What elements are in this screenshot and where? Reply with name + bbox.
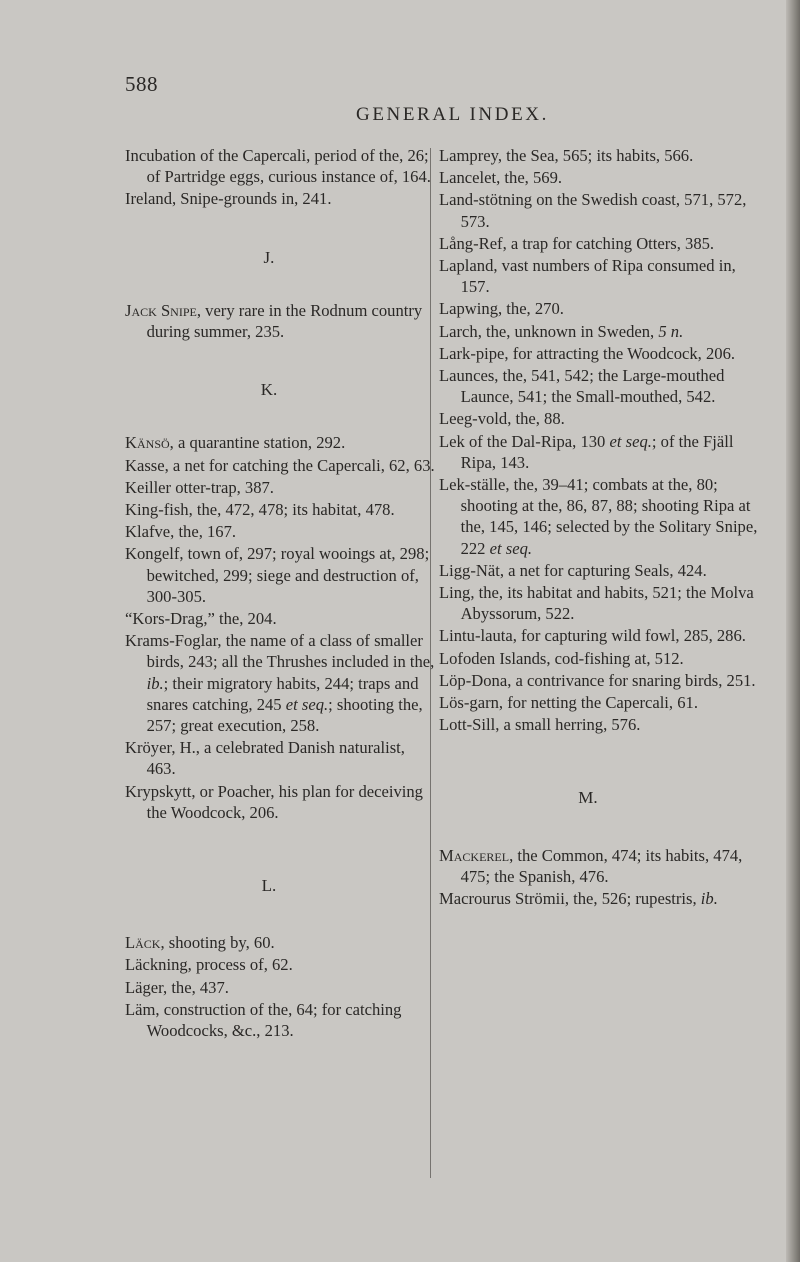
entry-text: very rare in the Rodnum country during summer, 235.	[146, 300, 423, 342]
index-entry: Lofoden Islands, cod-fishing at, 512.	[439, 648, 684, 668]
entry-ibid: ib.	[700, 889, 718, 909]
index-entry: Ling, the, its habitat and habits, 521; the Molva Abyssorum, 522.	[439, 583, 754, 624]
index-entry: Lapwing, the, 270.	[439, 299, 564, 319]
page-number: 588	[125, 72, 158, 96]
entry-headword: Läck,	[125, 933, 165, 953]
entry-text: the Common, 474; its habits, 474, 475; the Spanish, 476.	[460, 845, 743, 886]
entry-headword: Jack Snipe,	[125, 300, 201, 320]
index-entry: Lamprey, the Sea, 565; its habits, 566.	[439, 146, 694, 165]
entry-note: 5 n.	[658, 321, 684, 341]
section-letter-k: K.	[260, 380, 278, 400]
entry-et-seq: et seq.	[489, 538, 533, 558]
index-entry: Kröyer, H., a celebrated Danish naturalist, 463.	[125, 738, 405, 779]
index-entry: Keiller otter-trap, 387.	[125, 477, 274, 497]
index-entry: Klafve, the, 167.	[125, 522, 237, 542]
index-entry: Ligg-Nät, a net for capturing Seals, 424.	[439, 560, 707, 580]
entry-text: shooting by, 60.	[164, 933, 275, 953]
index-entry	[439, 845, 759, 887]
index-entry: Läckning, process of, 62.	[125, 955, 293, 975]
index-entry: Lös-garn, for netting the Capercali, 61.	[439, 693, 698, 713]
index-entry: Kasse, a net for catching the Capercali, 62, 63.	[125, 455, 435, 475]
page-edge-shadow	[786, 0, 800, 1262]
entry-headword: Känsö,	[125, 433, 174, 453]
entry-et-seq: et seq.	[285, 694, 329, 714]
entry-text: Macrourus Strömii, the, 526; rupestris,	[439, 889, 701, 909]
entry-text: Lek of the Dal-Ripa, 130	[439, 431, 610, 451]
left-column	[125, 145, 435, 1042]
section-letter-m: M.	[578, 788, 598, 808]
index-entry	[439, 888, 759, 909]
entry-text: ; of the Fjäll Ripa, 143.	[460, 431, 734, 472]
index-entry: Ireland, Snipe-grounds in, 241.	[125, 189, 332, 209]
index-entry: Lapland, vast numbers of Ripa consumed in, 157.	[439, 256, 736, 297]
index-entry: Läm, construction of the, 64; for catching Woodcocks, &c., 213.	[125, 999, 402, 1041]
index-entry: Kongelf, town of, 297; royal wooings at, 298; bewitched, 299; siege and destruction of, 300-305.	[125, 544, 430, 606]
index-entry: Incubation of the Capercali, period of the, 26; of Partridge eggs, curious instance of, 164.	[125, 146, 431, 187]
right-column	[439, 145, 759, 910]
index-entry: Lång-Ref, a trap for catching Otters, 385.	[439, 233, 715, 253]
running-head: GENERAL INDEX.	[356, 104, 549, 125]
entry-text: Krams-Foglar, the name of a class of smaller birds, 243; all the Thrushes included in the,	[125, 631, 435, 672]
index-entry	[125, 630, 435, 736]
index-entry: Krypskytt, or Poacher, his plan for deceiving the Woodcock, 206.	[125, 781, 423, 822]
entry-et-seq: et seq.	[609, 431, 652, 451]
index-entry: Leeg-vold, the, 88.	[439, 409, 565, 429]
entry-text: Larch, the, unknown in Sweden,	[439, 321, 659, 341]
index-entry: Löp-Dona, a contrivance for snaring birds, 251.	[439, 670, 756, 690]
index-entry	[439, 474, 759, 559]
index-entry: Land-stötning on the Swedish coast, 571, 572, 573.	[439, 190, 747, 231]
entry-text: Lek-ställe, the, 39–41; combats at the, 80; shooting at the, 86, 87, 88; shooting Ripa at the, 145, 146; selected by the Solitary Snipe, 222	[439, 475, 758, 558]
entry-text: a quarantine station, 292.	[173, 433, 346, 453]
index-entry: “Kors-Drag,” the, 204.	[125, 609, 277, 629]
index-entry: Lark-pipe, for attracting the Woodcock, 206.	[439, 343, 736, 363]
index-entry: Lintu-lauta, for capturing wild fowl, 285, 286.	[439, 626, 746, 646]
section-letter-l: L.	[261, 876, 277, 896]
index-entry	[439, 321, 759, 342]
index-entry: Läger, the, 437.	[125, 977, 229, 997]
entry-text: ; their migratory habits, 244; traps and snares catching, 245	[146, 673, 419, 714]
index-entry: King-fish, the, 472, 478; its habitat, 478.	[125, 500, 395, 520]
entry-text: ; shooting the, 257; great execution, 258.	[146, 694, 423, 736]
section-letter-j: J.	[263, 247, 275, 267]
index-entry: Lott-Sill, a small herring, 576.	[439, 715, 641, 735]
index-entry	[125, 432, 435, 453]
entry-ibid: ib.	[146, 673, 164, 693]
index-entry: Launces, the, 541, 542; the Large-mouthed Launce, 541; the Small-mouthed, 542.	[439, 366, 725, 407]
index-entry	[125, 300, 435, 342]
index-entry: Lancelet, the, 569.	[439, 168, 563, 188]
entry-headword: Mackerel,	[439, 845, 514, 865]
index-entry	[439, 431, 759, 473]
index-entry	[125, 932, 435, 953]
